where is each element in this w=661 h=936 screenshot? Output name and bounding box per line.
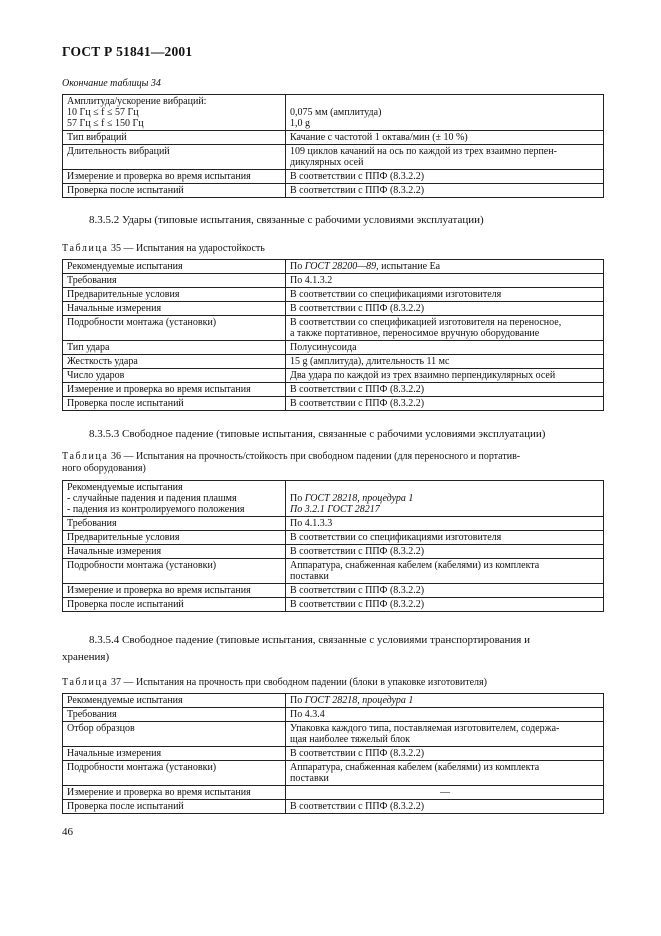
cell-text: Рекомендуемые испытания — [63, 260, 286, 274]
cell-text: 15 g (амплитуда), длительность 11 мс — [286, 355, 604, 369]
cell-text: Упаковка каждого типа, поставляемая изготовителем, содержа- — [290, 723, 560, 734]
table-label: Таблица — [62, 677, 109, 688]
cell-text: Отбор образцов — [63, 722, 286, 747]
cell-text: - падения из контролируемого положения — [67, 504, 245, 515]
paragraph-line: 8.3.5.4 Свободное падение (типовые испытания, связанные с условиями транспортирования и — [89, 634, 530, 646]
table-row — [63, 288, 604, 302]
table-caption-text: 37 — Испытания на прочность при свободном падении (блоки в упаковке изготовителя) — [108, 677, 487, 688]
table-row — [63, 170, 604, 184]
paragraph-line: хранения) — [62, 651, 110, 663]
table-label: Таблица — [62, 451, 109, 462]
table-row — [63, 747, 604, 761]
cell-text: , испытание Еа — [376, 261, 441, 272]
cell-text: Предварительные условия — [63, 531, 286, 545]
table-row — [63, 761, 604, 786]
cell-text: Начальные измерения — [63, 747, 286, 761]
table-row — [63, 145, 604, 170]
section-8-3-5-4-heading — [62, 632, 600, 666]
cell-text: — — [286, 786, 604, 800]
table-36-caption — [62, 451, 600, 475]
cell-text: 1,0 g — [290, 118, 310, 129]
section-8-3-5-2-heading: 8.3.5.2 Удары (типовые испытания, связанные с рабочими условиями эксплуатации) — [89, 214, 484, 226]
cell-text: Жесткость удара — [63, 355, 286, 369]
cell-text: В соответствии с ППФ (8.3.2.2) — [286, 170, 604, 184]
cell-text: Измерение и проверка во время испытания — [63, 786, 286, 800]
cell-text — [290, 96, 600, 107]
table-row — [63, 131, 604, 145]
cell-text: поставки — [290, 773, 329, 784]
cell-text: Требования — [63, 274, 286, 288]
table-row — [63, 383, 604, 397]
table-35 — [62, 259, 604, 411]
table-row — [63, 722, 604, 747]
table-row — [63, 694, 604, 708]
document-code-header: ГОСТ Р 51841—2001 — [62, 44, 193, 59]
standard-reference: ГОСТ 28218, процедура 1 — [304, 493, 414, 504]
table-caption-text: ного оборудования) — [62, 463, 146, 474]
cell-text: Рекомендуемые испытания — [67, 482, 183, 493]
cell-text: В соответствии с ППФ (8.3.2.2) — [286, 800, 604, 814]
cell-text: Число ударов — [63, 369, 286, 383]
table-37 — [62, 693, 604, 814]
cell-text: Подробности монтажа (установки) — [63, 316, 286, 341]
cell-text: - случайные падения и падения плашмя — [67, 493, 237, 504]
standard-reference: По 3.2.1 ГОСТ 28217 — [290, 504, 380, 515]
cell-text: дикулярных осей — [290, 157, 364, 168]
cell-text: В соответствии с ППФ (8.3.2.2) — [286, 584, 604, 598]
cell-text: а также портативное, переносимое вручную оборудование — [290, 328, 540, 339]
table-row — [63, 184, 604, 198]
table-row — [63, 274, 604, 288]
cell-text: По 4.1.3.3 — [286, 517, 604, 531]
cell-text: Предварительные условия — [63, 288, 286, 302]
table-row — [63, 341, 604, 355]
cell-text: Проверка после испытаний — [63, 184, 286, 198]
cell-text: В соответствии с ППФ (8.3.2.2) — [286, 598, 604, 612]
cell-text: В соответствии с ППФ (8.3.2.2) — [286, 302, 604, 316]
table-row — [63, 316, 604, 341]
cell-text: поставки — [290, 571, 329, 582]
cell-text: Длительность вибраций — [63, 145, 286, 170]
table-row — [63, 517, 604, 531]
cell-text: Амплитуда/ускорение вибраций: — [67, 96, 207, 107]
cell-text: В соответствии со спецификациями изготовителя — [286, 288, 604, 302]
cell-text: В соответствии со спецификациями изготовителя — [286, 531, 604, 545]
table-34-continuation-caption: Окончание таблицы 34 — [62, 78, 161, 89]
cell-text: Проверка после испытаний — [63, 800, 286, 814]
cell-text: Проверка после испытаний — [63, 397, 286, 411]
table-row — [63, 708, 604, 722]
table-row — [63, 95, 604, 131]
cell-text: 109 циклов качаний на ось по каждой из трех взаимно перпен- — [290, 146, 557, 157]
table-row — [63, 786, 604, 800]
standard-reference: ГОСТ 28218, процедура 1 — [304, 695, 414, 706]
cell-text: Измерение и проверка во время испытания — [63, 383, 286, 397]
cell-text: Измерение и проверка во время испытания — [63, 584, 286, 598]
cell-text: В соответствии со спецификацией изготовителя на переносное, — [290, 317, 562, 328]
table-label: Таблица — [62, 243, 109, 254]
cell-text: В соответствии с ППФ (8.3.2.2) — [286, 397, 604, 411]
standard-reference: ГОСТ 28200—89 — [304, 261, 377, 272]
cell-text: Начальные измерения — [63, 302, 286, 316]
table-row — [63, 369, 604, 383]
table-row — [63, 397, 604, 411]
cell-text: По 4.1.3.2 — [286, 274, 604, 288]
cell-text: Измерение и проверка во время испытания — [63, 170, 286, 184]
table-caption-text: 35 — Испытания на ударостойкость — [108, 243, 265, 254]
table-caption-text: 36 — Испытания на прочность/стойкость при свободном падении (для переносного и портатив- — [108, 451, 521, 462]
cell-text: Требования — [63, 708, 286, 722]
cell-text: Качание с частотой 1 октава/мин (± 10 %) — [286, 131, 604, 145]
table-row — [63, 481, 604, 517]
table-row — [63, 800, 604, 814]
cell-text: Проверка после испытаний — [63, 598, 286, 612]
cell-text: Два удара по каждой из трех взаимно перпендикулярных осей — [286, 369, 604, 383]
cell-text: В соответствии с ППФ (8.3.2.2) — [286, 383, 604, 397]
cell-text: По — [290, 493, 305, 504]
cell-text: Подробности монтажа (установки) — [63, 559, 286, 584]
cell-text: По 4.3.4 — [286, 708, 604, 722]
page-number: 46 — [62, 826, 73, 838]
cell-text: Полусинусоида — [286, 341, 604, 355]
cell-text: Требования — [63, 517, 286, 531]
cell-text: Аппаратура, снабженная кабелем (кабелями) из комплекта — [290, 762, 540, 773]
cell-text: По — [290, 695, 305, 706]
table-row — [63, 260, 604, 274]
cell-text: В соответствии с ППФ (8.3.2.2) — [286, 545, 604, 559]
table-36 — [62, 480, 604, 612]
cell-text: Тип вибраций — [63, 131, 286, 145]
cell-text: 10 Гц ≤ f ≤ 57 Гц — [67, 107, 139, 118]
cell-text: В соответствии с ППФ (8.3.2.2) — [286, 747, 604, 761]
table-row — [63, 531, 604, 545]
table-37-caption — [62, 677, 600, 689]
cell-text: 57 Гц ≤ f ≤ 150 Гц — [67, 118, 144, 129]
cell-text: Аппаратура, снабженная кабелем (кабелями) из комплекта — [290, 560, 540, 571]
cell-text: щая наиболее тяжелый блок — [290, 734, 411, 745]
cell-text: 0,075 мм (амплитуда) — [290, 107, 382, 118]
cell-text: Рекомендуемые испытания — [63, 694, 286, 708]
table-row — [63, 584, 604, 598]
section-8-3-5-3-heading: 8.3.5.3 Свободное падение (типовые испытания, связанные с рабочими условиями эксплуатации) — [89, 428, 546, 440]
cell-text: Подробности монтажа (установки) — [63, 761, 286, 786]
cell-text: Начальные измерения — [63, 545, 286, 559]
table-34 — [62, 94, 604, 198]
table-35-caption — [62, 243, 600, 255]
table-row — [63, 302, 604, 316]
table-row — [63, 598, 604, 612]
table-row — [63, 355, 604, 369]
cell-text: Тип удара — [63, 341, 286, 355]
cell-text: В соответствии с ППФ (8.3.2.2) — [286, 184, 604, 198]
cell-text: По — [290, 261, 305, 272]
table-row — [63, 559, 604, 584]
table-row — [63, 545, 604, 559]
